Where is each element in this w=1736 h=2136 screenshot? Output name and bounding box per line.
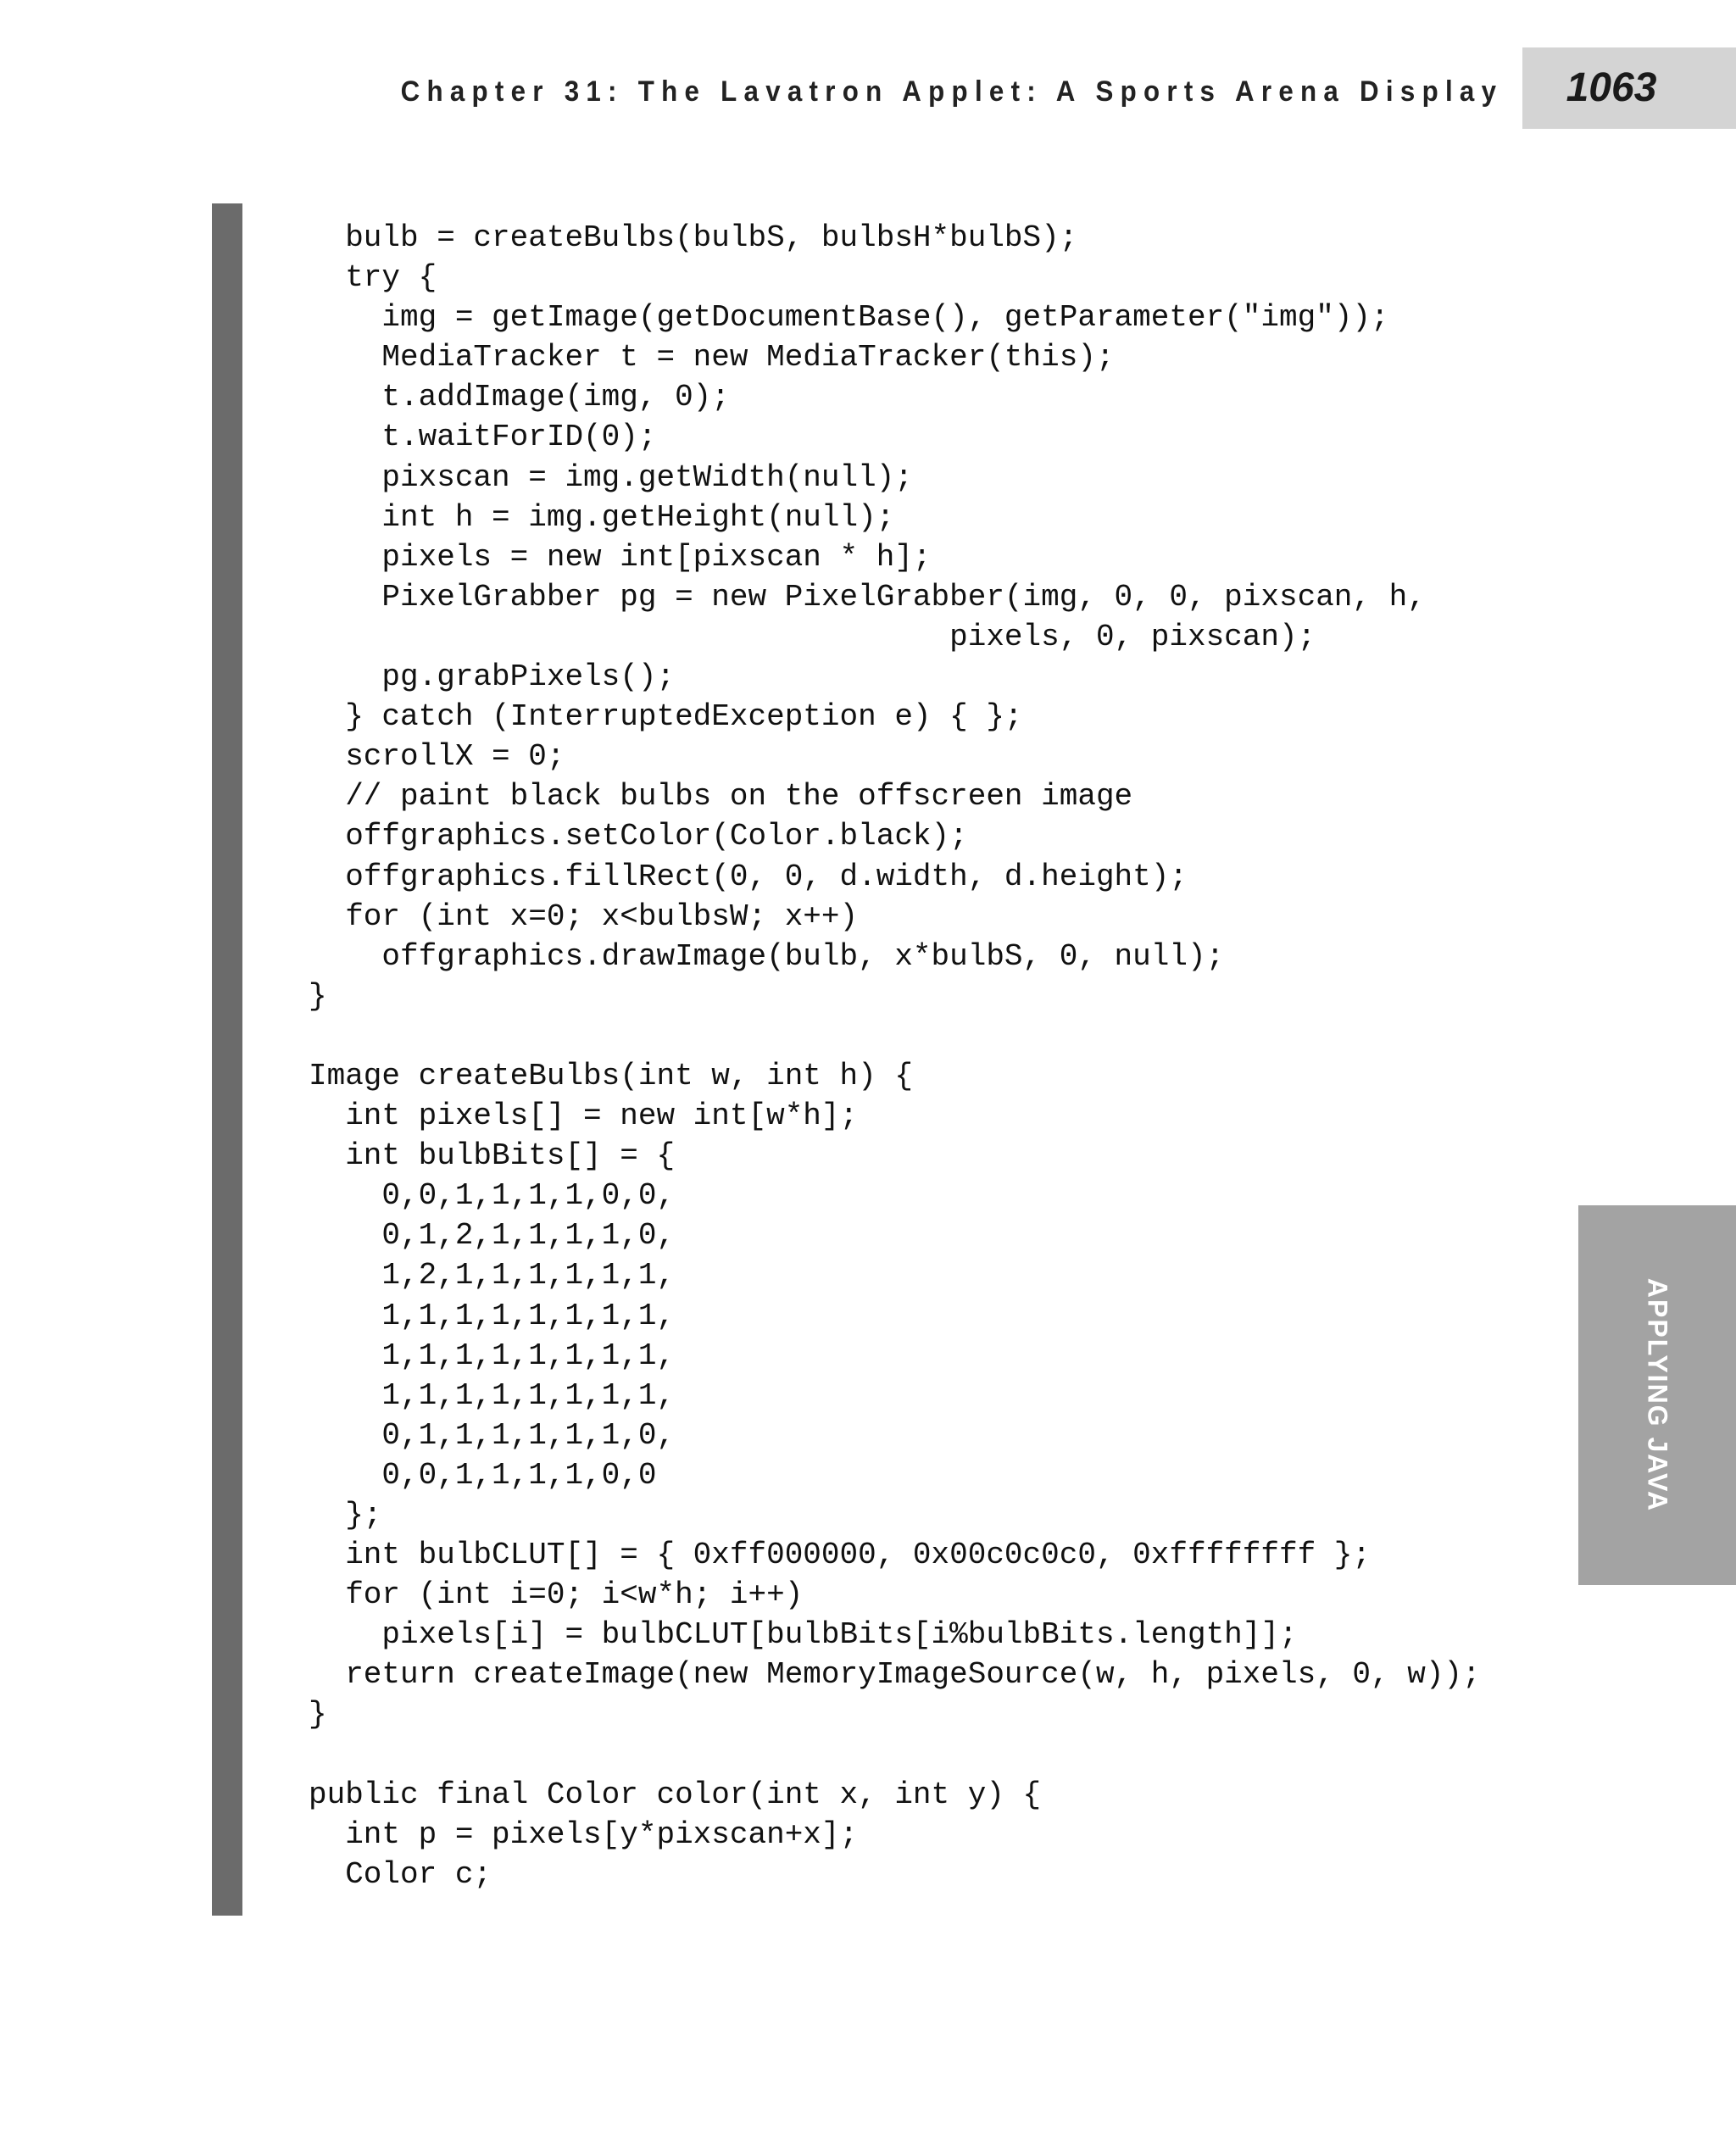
code-line: 1,2,1,1,1,1,1,1,: [309, 1258, 676, 1293]
code-line: int bulbCLUT[] = { 0xff000000, 0x00c0c0c0, 0xffffffff };: [309, 1538, 1372, 1573]
page-number-box: [1522, 47, 1736, 129]
code-line: 1,1,1,1,1,1,1,1,: [309, 1298, 676, 1333]
code-listing: [309, 218, 1481, 1894]
code-line: bulb = createBulbs(bulbS, bulbsH*bulbS);: [309, 220, 1078, 255]
code-line: offgraphics.setColor(Color.black);: [309, 819, 968, 854]
code-line: try {: [309, 260, 437, 296]
code-line: 0,0,1,1,1,1,0,0,: [309, 1178, 676, 1214]
code-line: };: [309, 1498, 382, 1532]
code-margin-bar: [212, 203, 242, 1916]
code-line: 0,1,1,1,1,1,1,0,: [309, 1417, 676, 1453]
code-line: Image createBulbs(int w, int h) {: [309, 1058, 913, 1093]
code-line: pixscan = img.getWidth(null);: [309, 459, 913, 495]
code-line: pixels[i] = bulbCLUT[bulbBits[i%bulbBits.length]];: [309, 1617, 1298, 1653]
code-line: PixelGrabber pg = new PixelGrabber(img, 0, 0, pixscan, h,: [309, 579, 1426, 615]
code-line: 0,0,1,1,1,1,0,0: [309, 1457, 657, 1493]
code-line: for (int x=0; x<bulbsW; x++): [309, 898, 859, 934]
page-number: 1063: [1566, 65, 1657, 110]
code-line: Color c;: [309, 1856, 492, 1892]
running-head: Chapter 31: The Lavatron Applet: A Sports Arena Display: [400, 75, 1504, 108]
code-line: int pixels[] = new int[w*h];: [309, 1099, 859, 1134]
code-line: MediaTracker t = new MediaTracker(this);: [309, 340, 1115, 375]
code-line: 1,1,1,1,1,1,1,1,: [309, 1377, 676, 1413]
code-line: public final Color color(int x, int y) {: [309, 1777, 1042, 1812]
code-line: img = getImage(getDocumentBase(), getParameter("img"));: [309, 300, 1389, 336]
section-tab-label: APPLYING JAVA: [1642, 1277, 1673, 1513]
code-line: scrollX = 0;: [309, 739, 565, 775]
code-line: } catch (InterruptedException e) { };: [309, 699, 1023, 735]
code-line: for (int i=0; i<w*h; i++): [309, 1577, 804, 1613]
code-line: return createImage(new MemoryImageSource(w, h, pixels, 0, w));: [309, 1657, 1481, 1693]
code-line: offgraphics.fillRect(0, 0, d.width, d.height);: [309, 859, 1188, 894]
code-line: 0,1,2,1,1,1,1,0,: [309, 1218, 676, 1254]
code-line: }: [309, 1697, 327, 1733]
section-tab: [1578, 1205, 1736, 1585]
code-line: t.waitForID(0);: [309, 420, 657, 455]
code-line: int p = pixels[y*pixscan+x];: [309, 1816, 859, 1852]
code-line: pixels = new int[pixscan * h];: [309, 539, 932, 575]
code-line: 1,1,1,1,1,1,1,1,: [309, 1338, 676, 1373]
code-line: offgraphics.drawImage(bulb, x*bulbS, 0, null);: [309, 938, 1225, 974]
code-line: // paint black bulbs on the offscreen image: [309, 779, 1133, 815]
code-line: int h = img.getHeight(null);: [309, 499, 895, 535]
code-line: int bulbBits[] = {: [309, 1138, 676, 1174]
code-line: t.addImage(img, 0);: [309, 380, 730, 415]
code-line: pixels, 0, pixscan);: [309, 619, 1316, 654]
code-line: pg.grabPixels();: [309, 659, 676, 695]
code-line: }: [309, 978, 327, 1014]
